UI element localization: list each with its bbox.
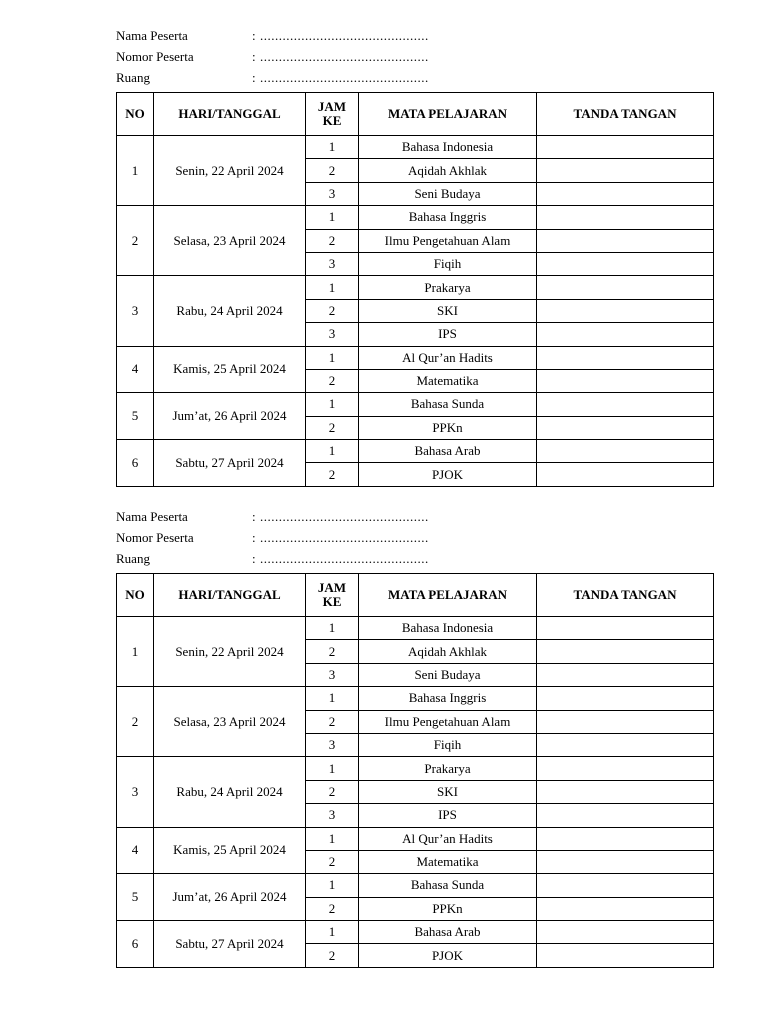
row-subject: Bahasa Inggris [359, 206, 537, 229]
row-jam: 3 [306, 733, 359, 756]
row-jam: 1 [306, 276, 359, 299]
row-number: 3 [117, 276, 154, 346]
row-subject: Ilmu Pengetahuan Alam [359, 710, 537, 733]
row-jam: 2 [306, 369, 359, 392]
row-jam: 2 [306, 897, 359, 920]
row-subject: Fiqih [359, 733, 537, 756]
header-jam-ke [306, 93, 359, 136]
header-jam-line2: KE [322, 113, 342, 128]
row-subject: Seni Budaya [359, 663, 537, 686]
signature-cell[interactable] [537, 182, 714, 205]
signature-cell[interactable] [537, 780, 714, 803]
row-jam: 3 [306, 323, 359, 346]
row-number: 6 [117, 440, 154, 487]
signature-cell[interactable] [537, 757, 714, 780]
signature-cell[interactable] [537, 804, 714, 827]
info-blank-nomor: ............................................. [260, 49, 429, 64]
participant-info [0, 507, 768, 573]
row-jam: 1 [306, 827, 359, 850]
row-jam: 1 [306, 687, 359, 710]
signature-cell[interactable] [537, 640, 714, 663]
info-label-nomor: Nomor Peserta [116, 49, 194, 64]
signature-cell[interactable] [537, 463, 714, 486]
row-subject: Ilmu Pengetahuan Alam [359, 229, 537, 252]
signature-cell[interactable] [537, 921, 714, 944]
row-jam: 2 [306, 416, 359, 439]
signature-cell[interactable] [537, 276, 714, 299]
table-header-row [117, 574, 714, 617]
row-subject: Aqidah Akhlak [359, 640, 537, 663]
signature-cell[interactable] [537, 617, 714, 640]
row-subject: Matematika [359, 850, 537, 873]
signature-cell[interactable] [537, 136, 714, 159]
signature-cell[interactable] [537, 944, 714, 967]
row-subject: Bahasa Indonesia [359, 617, 537, 640]
row-number: 4 [117, 346, 154, 393]
header-hari-tanggal: HARI/TANGGAL [154, 574, 306, 617]
table-row [117, 136, 714, 159]
row-jam: 3 [306, 252, 359, 275]
row-subject: Bahasa Indonesia [359, 136, 537, 159]
table-row [117, 617, 714, 640]
row-day: Rabu, 24 April 2024 [154, 276, 306, 346]
row-number: 6 [117, 921, 154, 968]
table-row [117, 874, 714, 897]
header-no: NO [117, 93, 154, 136]
participant-info [0, 26, 768, 92]
info-separator: : [252, 530, 256, 545]
row-subject: Bahasa Arab [359, 921, 537, 944]
row-day: Rabu, 24 April 2024 [154, 757, 306, 827]
signature-cell[interactable] [537, 687, 714, 710]
row-subject: PPKn [359, 897, 537, 920]
info-separator: : [252, 551, 256, 566]
table-row [117, 827, 714, 850]
info-label-nama: Nama Peserta [116, 28, 188, 43]
row-jam: 2 [306, 159, 359, 182]
row-day: Jum’at, 26 April 2024 [154, 393, 306, 440]
header-jam-line2: KE [322, 594, 342, 609]
header-tanda-tangan: TANDA TANGAN [537, 93, 714, 136]
row-jam: 2 [306, 710, 359, 733]
row-jam: 2 [306, 229, 359, 252]
signature-cell[interactable] [537, 827, 714, 850]
row-subject: Bahasa Sunda [359, 874, 537, 897]
row-jam: 2 [306, 299, 359, 322]
row-day: Kamis, 25 April 2024 [154, 827, 306, 874]
row-jam: 3 [306, 182, 359, 205]
info-label-nama: Nama Peserta [116, 509, 188, 524]
exam-schedule-table [116, 573, 714, 968]
info-row-nomor [116, 47, 429, 67]
row-jam: 1 [306, 136, 359, 159]
info-blank-nomor: ............................................. [260, 530, 429, 545]
row-day: Selasa, 23 April 2024 [154, 206, 306, 276]
info-separator: : [252, 509, 256, 524]
row-subject: Bahasa Inggris [359, 687, 537, 710]
signature-cell[interactable] [537, 663, 714, 686]
header-mata-pelajaran: MATA PELAJARAN [359, 93, 537, 136]
row-jam: 1 [306, 393, 359, 416]
info-separator: : [252, 70, 256, 85]
row-subject: PJOK [359, 944, 537, 967]
row-day: Kamis, 25 April 2024 [154, 346, 306, 393]
info-row-nama [116, 26, 429, 46]
row-jam: 3 [306, 663, 359, 686]
table-header-row [117, 93, 714, 136]
signature-cell[interactable] [537, 346, 714, 369]
row-jam: 2 [306, 780, 359, 803]
signature-cell[interactable] [537, 159, 714, 182]
row-day: Selasa, 23 April 2024 [154, 687, 306, 757]
row-subject: PJOK [359, 463, 537, 486]
row-jam: 2 [306, 850, 359, 873]
info-blank-nama: ............................................. [260, 509, 429, 524]
row-subject: Bahasa Arab [359, 440, 537, 463]
row-subject: Prakarya [359, 276, 537, 299]
signature-cell[interactable] [537, 369, 714, 392]
info-blank-ruang: ............................................. [260, 70, 429, 85]
info-row-nomor [116, 528, 429, 548]
attendance-card-2 [0, 507, 768, 963]
info-label-ruang: Ruang [116, 70, 150, 85]
row-day: Sabtu, 27 April 2024 [154, 440, 306, 487]
row-jam: 2 [306, 463, 359, 486]
row-number: 2 [117, 206, 154, 276]
row-jam: 1 [306, 757, 359, 780]
row-day: Senin, 22 April 2024 [154, 136, 306, 206]
row-subject: IPS [359, 804, 537, 827]
row-subject: Bahasa Sunda [359, 393, 537, 416]
table-row [117, 346, 714, 369]
row-number: 5 [117, 874, 154, 921]
info-blank-nama: ............................................. [260, 28, 429, 43]
table-row [117, 276, 714, 299]
info-row-ruang [116, 68, 429, 88]
row-subject: PPKn [359, 416, 537, 439]
row-number: 3 [117, 757, 154, 827]
row-jam: 1 [306, 346, 359, 369]
row-subject: Aqidah Akhlak [359, 159, 537, 182]
row-day: Senin, 22 April 2024 [154, 617, 306, 687]
table-row [117, 440, 714, 463]
row-day: Jum’at, 26 April 2024 [154, 874, 306, 921]
signature-cell[interactable] [537, 897, 714, 920]
row-subject: Al Qur’an Hadits [359, 346, 537, 369]
info-row-nama [116, 507, 429, 527]
row-number: 4 [117, 827, 154, 874]
row-subject: Al Qur’an Hadits [359, 827, 537, 850]
signature-cell[interactable] [537, 393, 714, 416]
info-label-ruang: Ruang [116, 551, 150, 566]
table-row [117, 393, 714, 416]
row-jam: 2 [306, 944, 359, 967]
signature-cell[interactable] [537, 299, 714, 322]
row-number: 1 [117, 617, 154, 687]
row-subject: SKI [359, 780, 537, 803]
row-jam: 3 [306, 804, 359, 827]
table-row [117, 921, 714, 944]
row-jam: 1 [306, 617, 359, 640]
row-subject: IPS [359, 323, 537, 346]
row-jam: 2 [306, 640, 359, 663]
row-number: 5 [117, 393, 154, 440]
signature-cell[interactable] [537, 206, 714, 229]
row-number: 1 [117, 136, 154, 206]
table-row [117, 687, 714, 710]
info-label-nomor: Nomor Peserta [116, 530, 194, 545]
header-hari-tanggal: HARI/TANGGAL [154, 93, 306, 136]
header-tanda-tangan: TANDA TANGAN [537, 574, 714, 617]
signature-cell[interactable] [537, 323, 714, 346]
row-subject: Prakarya [359, 757, 537, 780]
signature-cell[interactable] [537, 874, 714, 897]
signature-cell[interactable] [537, 229, 714, 252]
row-subject: Fiqih [359, 252, 537, 275]
info-separator: : [252, 28, 256, 43]
row-subject: Seni Budaya [359, 182, 537, 205]
row-jam: 1 [306, 206, 359, 229]
header-mata-pelajaran: MATA PELAJARAN [359, 574, 537, 617]
signature-cell[interactable] [537, 710, 714, 733]
info-separator: : [252, 49, 256, 64]
signature-cell[interactable] [537, 416, 714, 439]
header-jam-ke [306, 574, 359, 617]
signature-cell[interactable] [537, 850, 714, 873]
header-jam-line1: JAM [317, 580, 347, 595]
table-row [117, 757, 714, 780]
row-number: 2 [117, 687, 154, 757]
signature-cell[interactable] [537, 440, 714, 463]
header-no: NO [117, 574, 154, 617]
table-row [117, 206, 714, 229]
signature-cell[interactable] [537, 252, 714, 275]
info-blank-ruang: ............................................. [260, 551, 429, 566]
row-day: Sabtu, 27 April 2024 [154, 921, 306, 968]
signature-cell[interactable] [537, 733, 714, 756]
info-row-ruang [116, 549, 429, 569]
row-jam: 1 [306, 440, 359, 463]
row-jam: 1 [306, 874, 359, 897]
exam-schedule-table [116, 92, 714, 487]
row-jam: 1 [306, 921, 359, 944]
row-subject: SKI [359, 299, 537, 322]
attendance-card-1 [0, 26, 768, 482]
header-jam-line1: JAM [317, 99, 347, 114]
row-subject: Matematika [359, 369, 537, 392]
